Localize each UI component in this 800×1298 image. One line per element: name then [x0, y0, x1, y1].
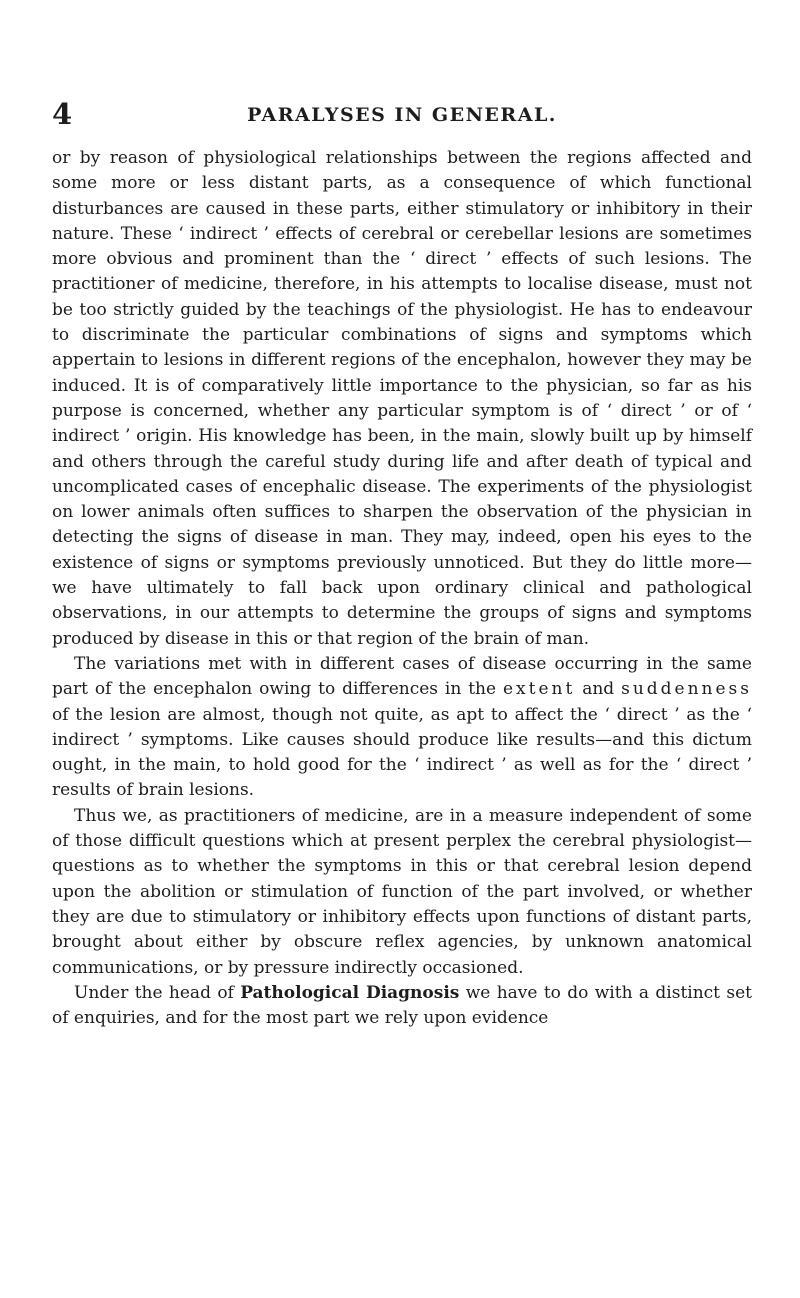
- paragraph: Thus we, as practitioners of medicine, are in a measure independent of some of those difficult questions which at present perplex the cerebral physiologist—questions as to whether the symptoms in this or that cerebral lesion depend upon the abolition or stimulation of function of the part involved, or whether they are due to stimulatory or inhibitory effects upon functions of distant parts, brought about either by obscure reflex agencies, by unknown anatomical communications, or by pressure indirectly occasioned.: [52, 805, 752, 978]
- text-run: The variations met with in different cases of disease occurring in the same part of the encephalon owing to differences in the: [52, 653, 752, 700]
- body-text: [52, 146, 752, 1031]
- text-run: we have to do with a distinct set of enquiries, and for the most part we rely upon evidence: [52, 982, 752, 1029]
- text-run: Under the head of: [74, 982, 241, 1003]
- paragraph: or by reason of physiological relationships between the regions affected and some more or less distant parts, as a consequence of which functional disturbances are caused in these parts, either stimulatory or inhibitory in their nature. These ‘ indirect ’ effects of cerebral or cerebellar lesions are sometimes more obvious and prominent than the ‘ direct ’ effects of such lesions. The practitioner of medicine, therefore, in his attempts to localise disease, must not be too strictly guided by the teachings of the physiologist. He has to endeavour to discriminate the particular combinations of signs and symptoms which appertain to lesions in different regions of the encephalon, however they may be induced. It is of comparatively little importance to the physician, so far as his purpose is concerned, whether any particular symptom is of ‘ direct ’ or of ‘ indirect ’ origin. His knowledge has been, in the main, slowly built up by himself and others through the careful study during life and after death of typical and uncomplicated cases of encephalic disease. The experiments of the physiologist on lower animals often suffices to sharpen the observation of the physician in detecting the signs of disease in man. They may, indeed, open his eyes to the existence of signs or symptoms previously unnoticed. But they do little more—we have ultimately to fall back upon ordinary clinical and pathological observations, in our attempts to determine the groups of signs and symptoms produced by disease in this or that region of the brain of man.: [52, 148, 752, 649]
- text-run: of the lesion are almost, though not quite, as apt to affect the ‘ direct ’ as the ‘ indirect ’ symptoms. Like causes should produce like results—and this dictum ought, in the main, to hold good for the ‘ indirect ’ as well as for the ‘ direct ’ results of brain lesions.: [52, 704, 752, 801]
- page-header: [52, 98, 752, 130]
- page-number: 4: [52, 97, 73, 131]
- spaced-term-suddenness: suddenness: [621, 679, 752, 700]
- spaced-term-extent: extent: [502, 679, 576, 700]
- running-head: PARALYSES IN GENERAL.: [247, 104, 557, 126]
- paragraph: [52, 981, 752, 1032]
- section-term-pathological-diagnosis: Pathological Diagnosis: [240, 982, 460, 1003]
- paragraph: [52, 652, 752, 804]
- text-run: and: [575, 679, 622, 700]
